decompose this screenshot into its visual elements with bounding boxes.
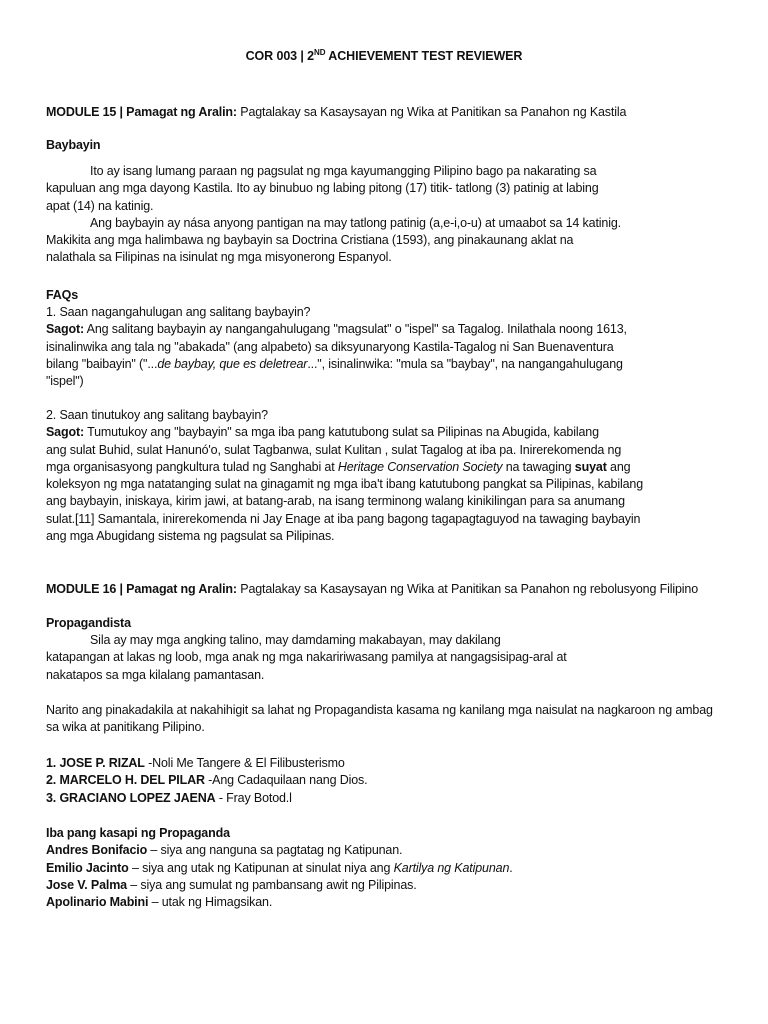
answer-label: Sagot:	[46, 322, 84, 337]
member-name: Jose V. Palma	[46, 877, 127, 892]
list-item-name: 1. JOSE P. RIZAL	[46, 756, 145, 770]
italic-org-name: Heritage Conservation Society	[337, 459, 503, 474]
module-16-topic: Pagtalakay sa Kasaysayan ng Wika at Panitikan sa Panahon ng rebolusyong Filipino	[240, 582, 698, 596]
propagandista-intro	[46, 702, 726, 737]
baybayin-heading: Baybayin	[46, 138, 101, 152]
answer-label: Sagot:	[46, 425, 84, 440]
faq-question-2: 2. Saan tinutukoy ang salitang baybayin?	[46, 408, 268, 422]
list-item	[46, 755, 726, 772]
list-item-name: 2. MARCELO H. DEL PILAR	[46, 773, 205, 788]
list-item	[46, 772, 726, 789]
member-name: Apolinario Mabini	[46, 895, 149, 910]
propagandista-list	[46, 755, 726, 807]
text-line: sa wika at panitikang Pilipino.	[46, 720, 205, 735]
text-fragment: bilang "baibayin" ("...	[46, 356, 158, 371]
member-desc: – utak ng Himagsikan.	[148, 895, 273, 910]
text-line: ang sulat Buhid, sulat Hanunó'o, sulat Tagbanwa, sulat Kulitan , sulat Tagalog at iba pa. Inirerekomenda ng	[46, 442, 622, 457]
page-title	[0, 48, 768, 63]
member-item	[46, 860, 726, 877]
text-fragment: na tawaging	[502, 459, 575, 474]
faq-question-1: 1. Saan nagangahulugan ang salitang baybayin?	[46, 305, 311, 319]
text-line: ang mga Abugidang sistema ng pagsulat sa Pilipinas.	[46, 529, 335, 544]
module-15-label: MODULE 15 | Pamagat ng Aralin:	[46, 105, 241, 119]
member-item	[46, 894, 726, 911]
bold-term: suyat	[574, 459, 607, 474]
member-desc: – siya ang sumulat ng pambansang awit ng Pilipinas.	[126, 877, 417, 892]
italic-quote: de baybay, que es deletrear	[157, 356, 308, 371]
text-line: Narito ang pinakadakila at nakahihigit sa lahat ng Propagandista kasama ng kanilang mga naisulat na nagkaroon ng ambag	[46, 703, 713, 717]
text-line: isinalinwika ang tala ng "abakada" (ang alpabeto) sa diksyunaryong Kastila-Tagalog ni San Buenaventura	[46, 339, 614, 354]
text-line: katapangan at lakas ng loob, mga anak ng mga nakaririwasang pamilya at nangagsisipag-aral at	[46, 650, 567, 665]
italic-title: Kartilya ng Katipunan	[393, 860, 510, 875]
text-line: "ispel")	[46, 374, 84, 389]
list-item-name: 3. GRACIANO LOPEZ JAENA	[46, 790, 216, 805]
text-line: nakatapos sa mga kilalang pamantasan.	[46, 667, 265, 682]
baybayin-paragraph-1	[46, 163, 726, 267]
module-16-label: MODULE 16 | Pamagat ng Aralin:	[46, 582, 241, 596]
text-line: Tumutukoy ang "baybayin" sa mga iba pang katutubong sulat sa Pilipinas na Abugida, kabilang	[84, 425, 599, 440]
propagandista-paragraph	[46, 632, 726, 684]
other-members-heading: Iba pang kasapi ng Propaganda	[46, 826, 230, 840]
member-item	[46, 877, 726, 894]
module-16-heading	[46, 581, 726, 598]
module-15-topic: Pagtalakay sa Kasaysayan ng Wika at Panitikan sa Panahon ng Kastila	[240, 105, 627, 119]
list-item-work: - Fray Botod.l	[215, 790, 292, 805]
text-line: sulat.[11] Samantala, inirerekomenda ni Jay Enage at iba pang bagong tagapagtaguyod na tawaging baybayin	[46, 511, 641, 526]
faq-1	[46, 304, 726, 390]
propagandista-heading: Propagandista	[46, 616, 131, 630]
title-prefix: COR 003 | 2	[245, 49, 315, 63]
faq-2	[46, 407, 726, 545]
text-line: Ito ay isang lumang paraan ng pagsulat ng mga kayumangging Pilipino bago pa nakarating sa	[90, 164, 597, 178]
text-line: Makikita ang mga halimbawa ng baybayin sa Doctrina Cristiana (1593), ang pinakaunang aklat na	[46, 233, 574, 248]
faqs-heading: FAQs	[46, 288, 79, 302]
member-desc: – siya ang nanguna sa pagtatag ng Katipunan.	[147, 843, 403, 858]
other-members	[46, 825, 726, 911]
list-item-work: -Ang Cadaquilaan nang Dios.	[204, 773, 368, 788]
member-name: Emilio Jacinto	[46, 860, 129, 875]
text-line: nalathala sa Filipinas na isinulat ng mga misyonerong Espanyol.	[46, 250, 392, 265]
text-fragment: ang	[606, 459, 631, 474]
title-suffix: ACHIEVEMENT TEST REVIEWER	[325, 49, 523, 63]
list-item-work: -Noli Me Tangere & El Filibusterismo	[144, 756, 345, 770]
text-line: koleksyon ng mga natatanging sulat na ginagamit ng mga iba't ibang katutubong pangkat sa Pilipinas, kabilang	[46, 477, 644, 492]
list-item	[46, 790, 726, 807]
text-fragment: mga organisasyong pangkultura tulad ng Sanghabi at	[46, 459, 338, 474]
module-15-heading	[46, 104, 726, 121]
member-item	[46, 842, 726, 859]
text-fragment: .	[509, 860, 513, 875]
text-line: ang baybayin, iniskaya, kirim jawi, at batang-arab, na isang terminong walang kinikilingan para sa anumang	[46, 494, 625, 509]
text-line: Ang salitang baybayin ay nangangahulugang "magsulat" o "ispel" sa Tagalog. Inilathala noong 1613,	[84, 322, 627, 337]
text-line: kapuluan ang mga dayong Kastila. Ito ay binubuo ng labing pitong (17) titik- tatlong (3) patinig at labing	[46, 181, 599, 196]
text-line: apat (14) na katinig.	[46, 198, 154, 213]
member-name: Andres Bonifacio	[46, 843, 148, 858]
text-line: Sila ay may mga angking talino, may damdaming makabayan, may dakilang	[90, 633, 501, 647]
title-superscript: ND	[314, 48, 326, 57]
text-fragment: ...", isinalinwika: "mula sa "baybay", na nangangahulugang	[307, 356, 623, 371]
member-desc: – siya ang utak ng Katipunan at sinulat niya ang	[128, 860, 394, 875]
text-line: Ang baybayin ay nása anyong pantigan na may tatlong patinig (a,e-i,o-u) at umaabot sa 14 katinig.	[90, 215, 621, 230]
